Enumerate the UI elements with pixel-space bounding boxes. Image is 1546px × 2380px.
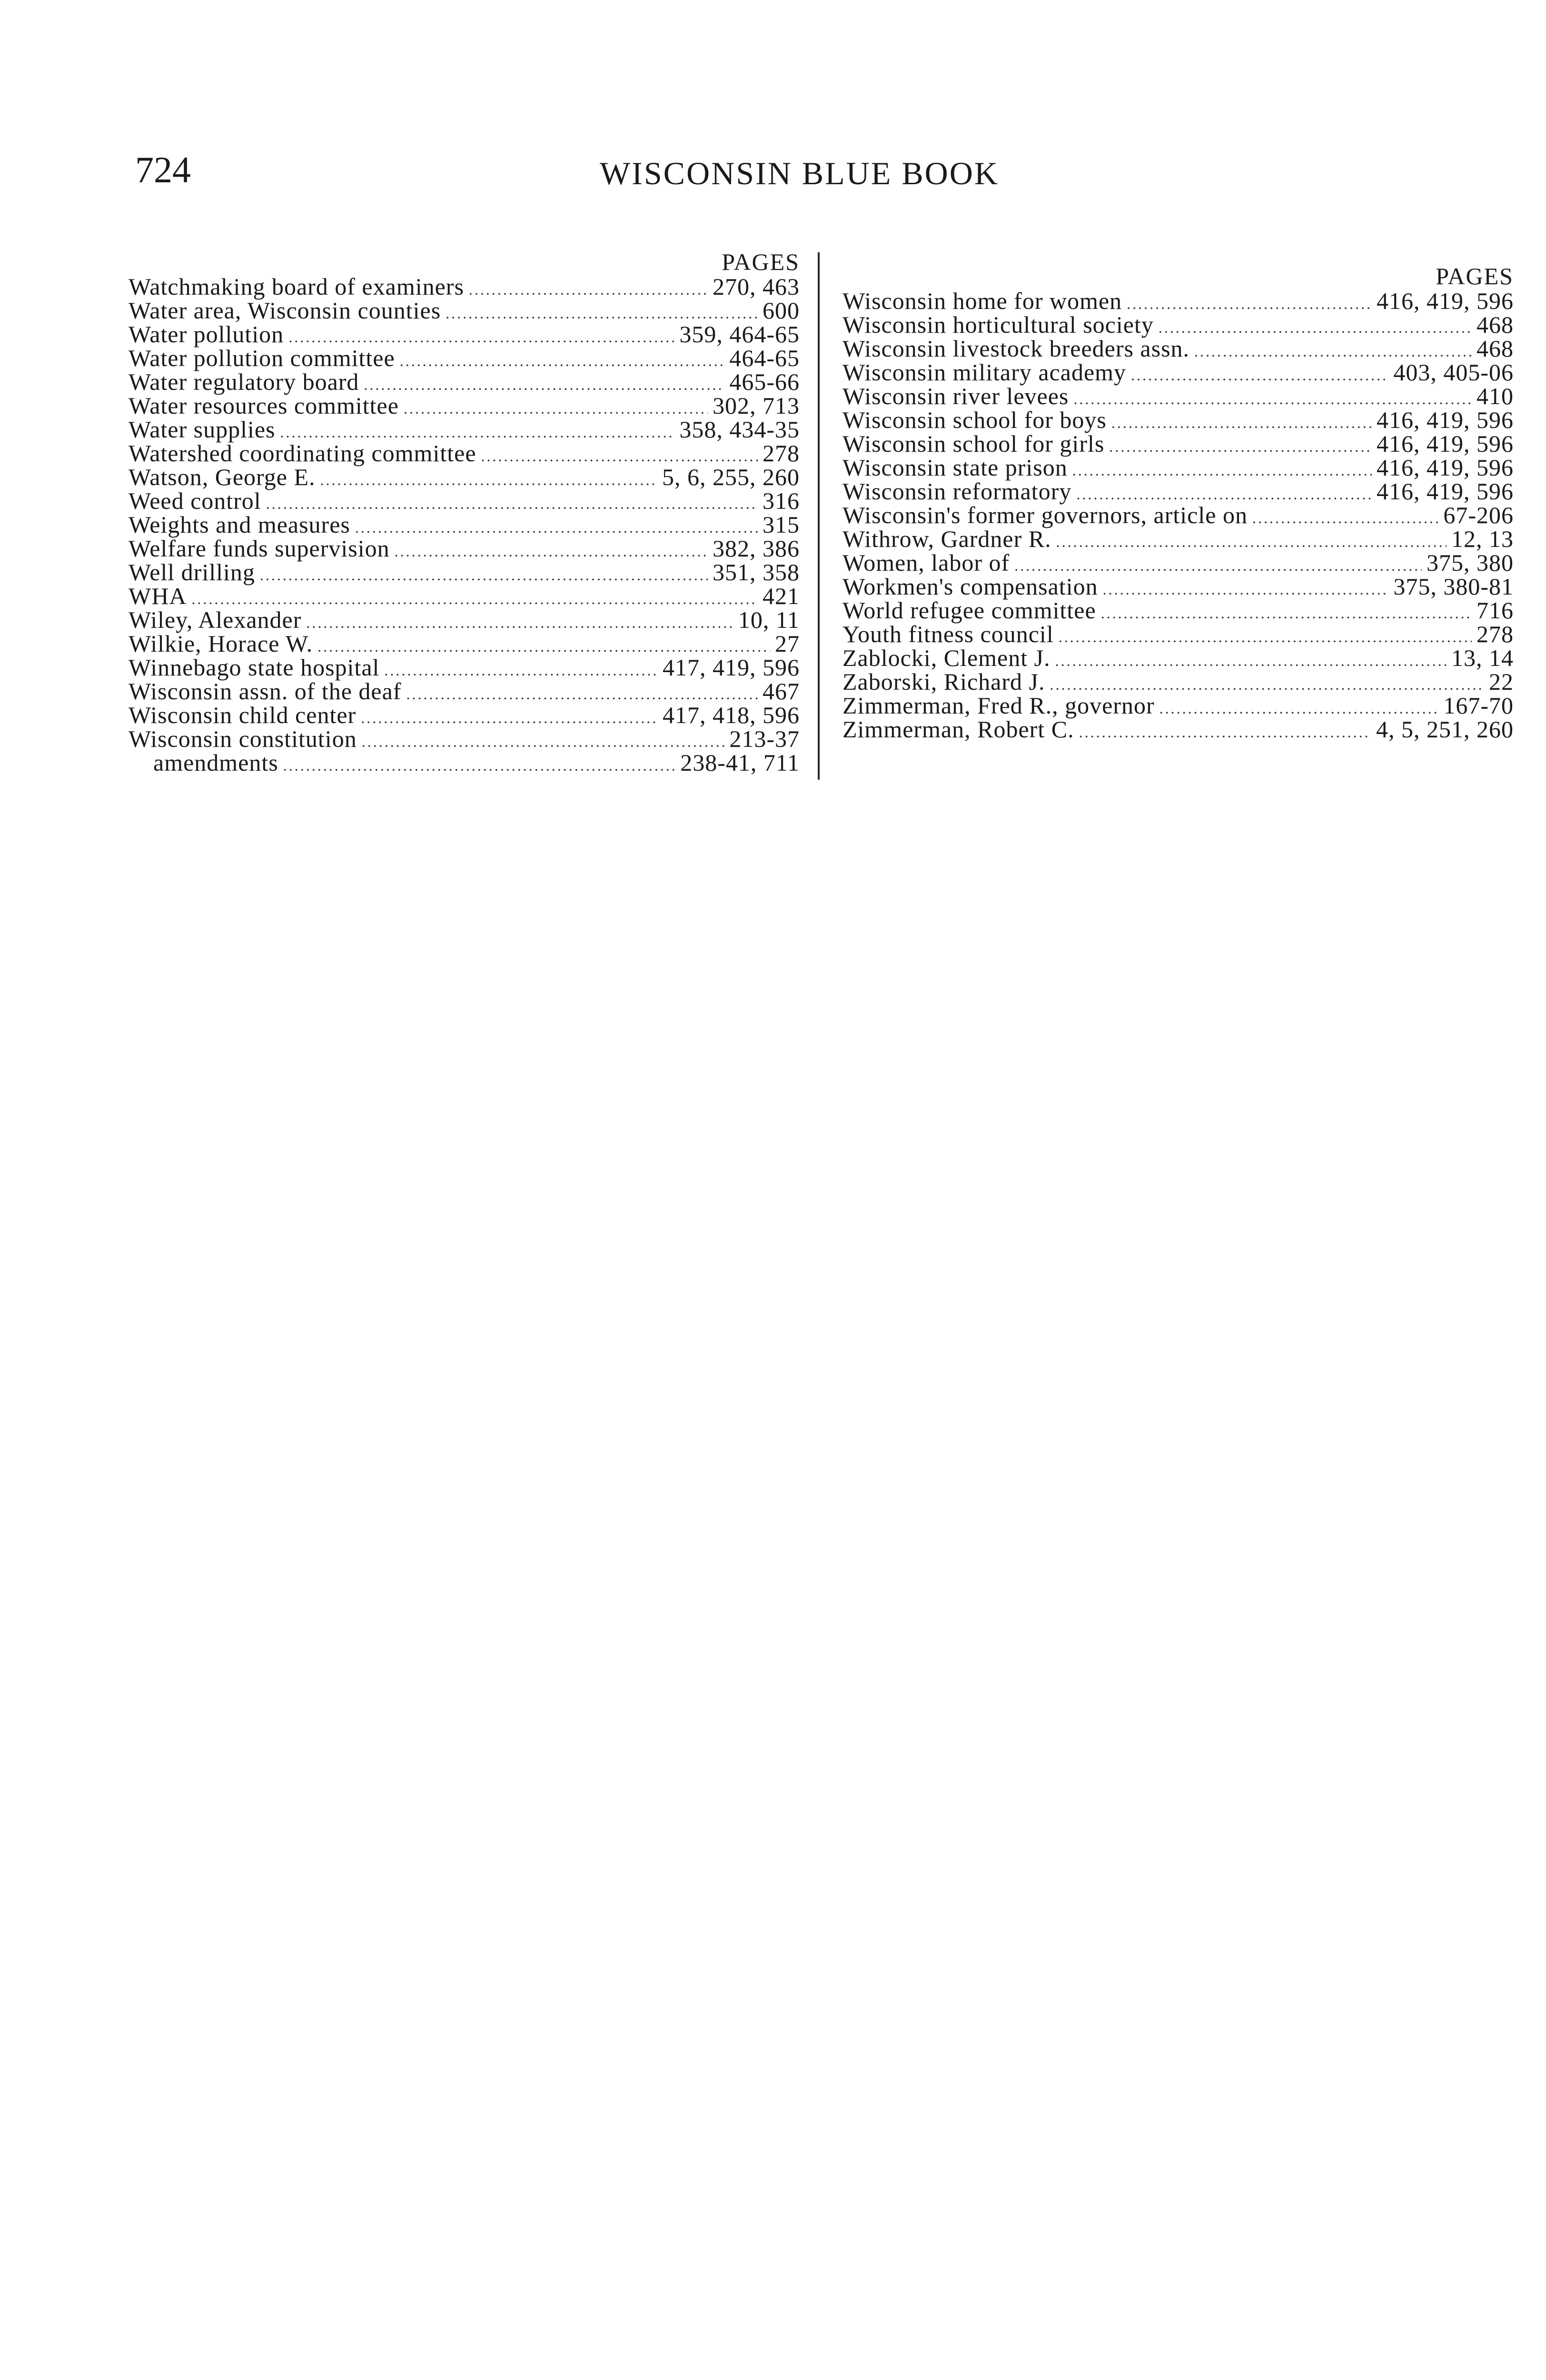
index-term: Wisconsin constitution — [129, 725, 357, 752]
page-reference: 302, 713 — [713, 392, 800, 419]
index-term: Withrow, Gardner R. — [842, 526, 1051, 552]
index-term: Wisconsin livestock breeders assn. — [842, 335, 1190, 362]
index-entry — [842, 432, 1514, 456]
page-reference: 416, 419, 596 — [1377, 454, 1514, 481]
index-term: Water supplies — [129, 416, 276, 443]
index-entry — [842, 503, 1514, 527]
page-reference: 13, 14 — [1451, 645, 1514, 671]
page-reference: 465-66 — [729, 368, 800, 395]
dot-leader — [1101, 601, 1472, 625]
index-entry — [129, 322, 800, 346]
page-reference: 315 — [763, 511, 800, 538]
index-entry — [129, 370, 800, 394]
index-entry — [842, 337, 1514, 360]
page-reference: 375, 380-81 — [1393, 573, 1514, 600]
index-entry — [129, 441, 800, 465]
dot-leader — [469, 278, 708, 301]
page-reference: 467 — [763, 678, 800, 704]
page-reference: 468 — [1477, 311, 1514, 338]
index-entry — [842, 527, 1514, 551]
index-term: Water pollution — [129, 321, 284, 347]
index-subentry — [129, 751, 800, 774]
pages-column-header: PAGES — [722, 248, 800, 275]
index-term: Wisconsin river levees — [842, 383, 1069, 409]
page-reference: 12, 13 — [1451, 526, 1514, 552]
index-term: Wisconsin assn. of the deaf — [129, 678, 402, 704]
index-term: Water pollution committee — [129, 345, 395, 371]
index-term: Zimmerman, Fred R., governor — [842, 692, 1155, 719]
index-term: Wisconsin home for women — [842, 288, 1122, 314]
dot-leader — [283, 754, 675, 777]
page-reference: 358, 434-35 — [679, 416, 800, 443]
page-reference: 4, 5, 251, 260 — [1376, 716, 1514, 743]
index-entry — [842, 289, 1514, 313]
index-term: Zimmerman, Robert C. — [842, 716, 1074, 743]
page-reference: 5, 6, 255, 260 — [662, 464, 800, 490]
page-reference: 10, 11 — [738, 606, 800, 633]
index-term: Water regulatory board — [129, 368, 359, 395]
index-term: Zablocki, Clement J. — [842, 645, 1050, 671]
index-entry — [129, 560, 800, 584]
index-term: Well drilling — [129, 559, 255, 585]
index-entry — [129, 584, 800, 608]
index-term: Water resources committee — [129, 392, 399, 419]
index-term: Wisconsin military academy — [842, 359, 1127, 386]
index-column-right — [842, 264, 1514, 741]
index-term: Watershed coordinating committee — [129, 440, 476, 466]
page-reference: 270, 463 — [713, 273, 800, 300]
page-reference: 67-206 — [1443, 502, 1514, 528]
index-entry — [129, 346, 800, 370]
dot-leader — [1072, 458, 1372, 482]
index-entry — [129, 632, 800, 655]
column-divider — [818, 252, 820, 780]
index-entry — [842, 360, 1514, 384]
index-entry — [129, 655, 800, 679]
page-reference: 22 — [1489, 668, 1514, 695]
page-reference: 716 — [1477, 597, 1514, 624]
page-number: 724 — [135, 149, 191, 190]
index-term: Women, labor of — [842, 549, 1010, 576]
index-entry — [842, 551, 1514, 575]
pages-column-header: PAGES — [1436, 263, 1514, 289]
index-entry — [129, 513, 800, 536]
index-entry — [129, 489, 800, 513]
page-reference: 238-41, 711 — [680, 749, 800, 776]
index-entry — [842, 694, 1514, 717]
dot-leader — [361, 706, 658, 730]
dot-leader — [1131, 363, 1388, 387]
index-term: Wisconsin state prison — [842, 454, 1068, 481]
index-entry-list — [842, 289, 1514, 741]
index-entry — [842, 717, 1514, 741]
dot-leader — [400, 349, 725, 373]
page-reference: 278 — [1477, 621, 1514, 647]
page-reference: 351, 358 — [713, 559, 800, 585]
index-term: Welfare funds supervision — [129, 535, 390, 562]
index-term: Youth fitness council — [842, 621, 1054, 647]
index-entry — [129, 536, 800, 560]
page-reference: 316 — [763, 487, 800, 514]
index-term: Workmen's compensation — [842, 573, 1098, 600]
index-entry — [842, 646, 1514, 670]
page-reference: 416, 419, 596 — [1377, 478, 1514, 505]
dot-leader — [1055, 649, 1447, 673]
index-entry — [842, 670, 1514, 694]
index-entry — [129, 417, 800, 441]
page-reference: 410 — [1477, 383, 1514, 409]
dot-leader — [355, 516, 758, 539]
index-entry — [842, 408, 1514, 432]
index-term: WHA — [129, 583, 187, 609]
page-reference: 375, 380 — [1427, 549, 1514, 576]
index-term: Water area, Wisconsin counties — [129, 297, 441, 324]
dot-leader — [362, 730, 725, 754]
index-term: Wisconsin horticultural society — [842, 311, 1154, 338]
index-entry — [842, 313, 1514, 337]
index-term: Wisconsin reformatory — [842, 478, 1072, 505]
page-reference: 167-70 — [1443, 692, 1514, 719]
dot-leader — [306, 611, 733, 635]
page-reference: 600 — [763, 297, 800, 324]
index-entry — [129, 703, 800, 727]
index-term: Weights and measures — [129, 511, 350, 538]
index-term: Wilkie, Horace W. — [129, 630, 313, 657]
dot-leader — [1252, 506, 1438, 530]
dot-leader — [1056, 530, 1447, 554]
running-head: WISCONSIN BLUE BOOK — [600, 155, 999, 191]
index-entry — [129, 275, 800, 298]
page-reference: 468 — [1477, 335, 1514, 362]
page-reference: 27 — [775, 630, 800, 657]
index-term: Zaborski, Richard J. — [842, 668, 1045, 695]
index-entry — [842, 479, 1514, 503]
dot-leader — [1079, 720, 1371, 744]
dot-leader — [1109, 435, 1372, 458]
index-term: Watson, George E. — [129, 464, 316, 490]
index-entry — [842, 598, 1514, 622]
index-entry — [129, 394, 800, 417]
index-entry — [129, 465, 800, 489]
page-reference: 213-37 — [729, 725, 800, 752]
index-term: World refugee committee — [842, 597, 1096, 624]
index-entry — [129, 727, 800, 751]
index-entry — [129, 298, 800, 322]
index-term: Wiley, Alexander — [129, 606, 302, 633]
dot-leader — [404, 397, 708, 420]
page-reference: 464-65 — [729, 345, 800, 371]
dot-leader — [1159, 316, 1472, 339]
index-entry — [842, 575, 1514, 598]
page-reference: 416, 419, 596 — [1377, 288, 1514, 314]
page-reference: 417, 418, 596 — [663, 702, 800, 728]
page-reference: 416, 419, 596 — [1377, 430, 1514, 457]
index-term: Wisconsin school for girls — [842, 430, 1105, 457]
page-reference: 416, 419, 596 — [1377, 407, 1514, 433]
index-entry — [842, 384, 1514, 408]
index-term: amendments — [153, 749, 278, 776]
page-reference: 359, 464-65 — [679, 321, 800, 347]
dot-leader — [320, 468, 657, 492]
dot-leader — [1103, 577, 1389, 601]
dot-leader — [364, 373, 724, 397]
page-reference: 417, 419, 596 — [663, 654, 800, 681]
index-entry — [842, 622, 1514, 646]
dot-leader — [260, 563, 708, 587]
index-entry — [129, 679, 800, 703]
dot-leader — [1111, 411, 1372, 435]
index-term: Wisconsin's former governors, article on — [842, 502, 1248, 528]
index-column-left — [129, 250, 800, 774]
dot-leader — [395, 539, 708, 563]
index-term: Wisconsin child center — [129, 702, 357, 728]
dot-leader — [384, 658, 658, 682]
page-reference: 382, 386 — [713, 535, 800, 562]
index-entry — [842, 456, 1514, 479]
index-term: Watchmaking board of examiners — [129, 273, 464, 300]
index-term: Weed control — [129, 487, 261, 514]
page-reference: 403, 405-06 — [1393, 359, 1514, 386]
index-term: Winnebago state hospital — [129, 654, 380, 681]
index-entry-list — [129, 275, 800, 774]
dot-leader — [1059, 625, 1472, 649]
page-reference: 278 — [763, 440, 800, 466]
dot-leader — [1127, 292, 1372, 316]
index-entry — [129, 608, 800, 632]
index-term: Wisconsin school for boys — [842, 407, 1107, 433]
page-reference: 421 — [763, 583, 800, 609]
